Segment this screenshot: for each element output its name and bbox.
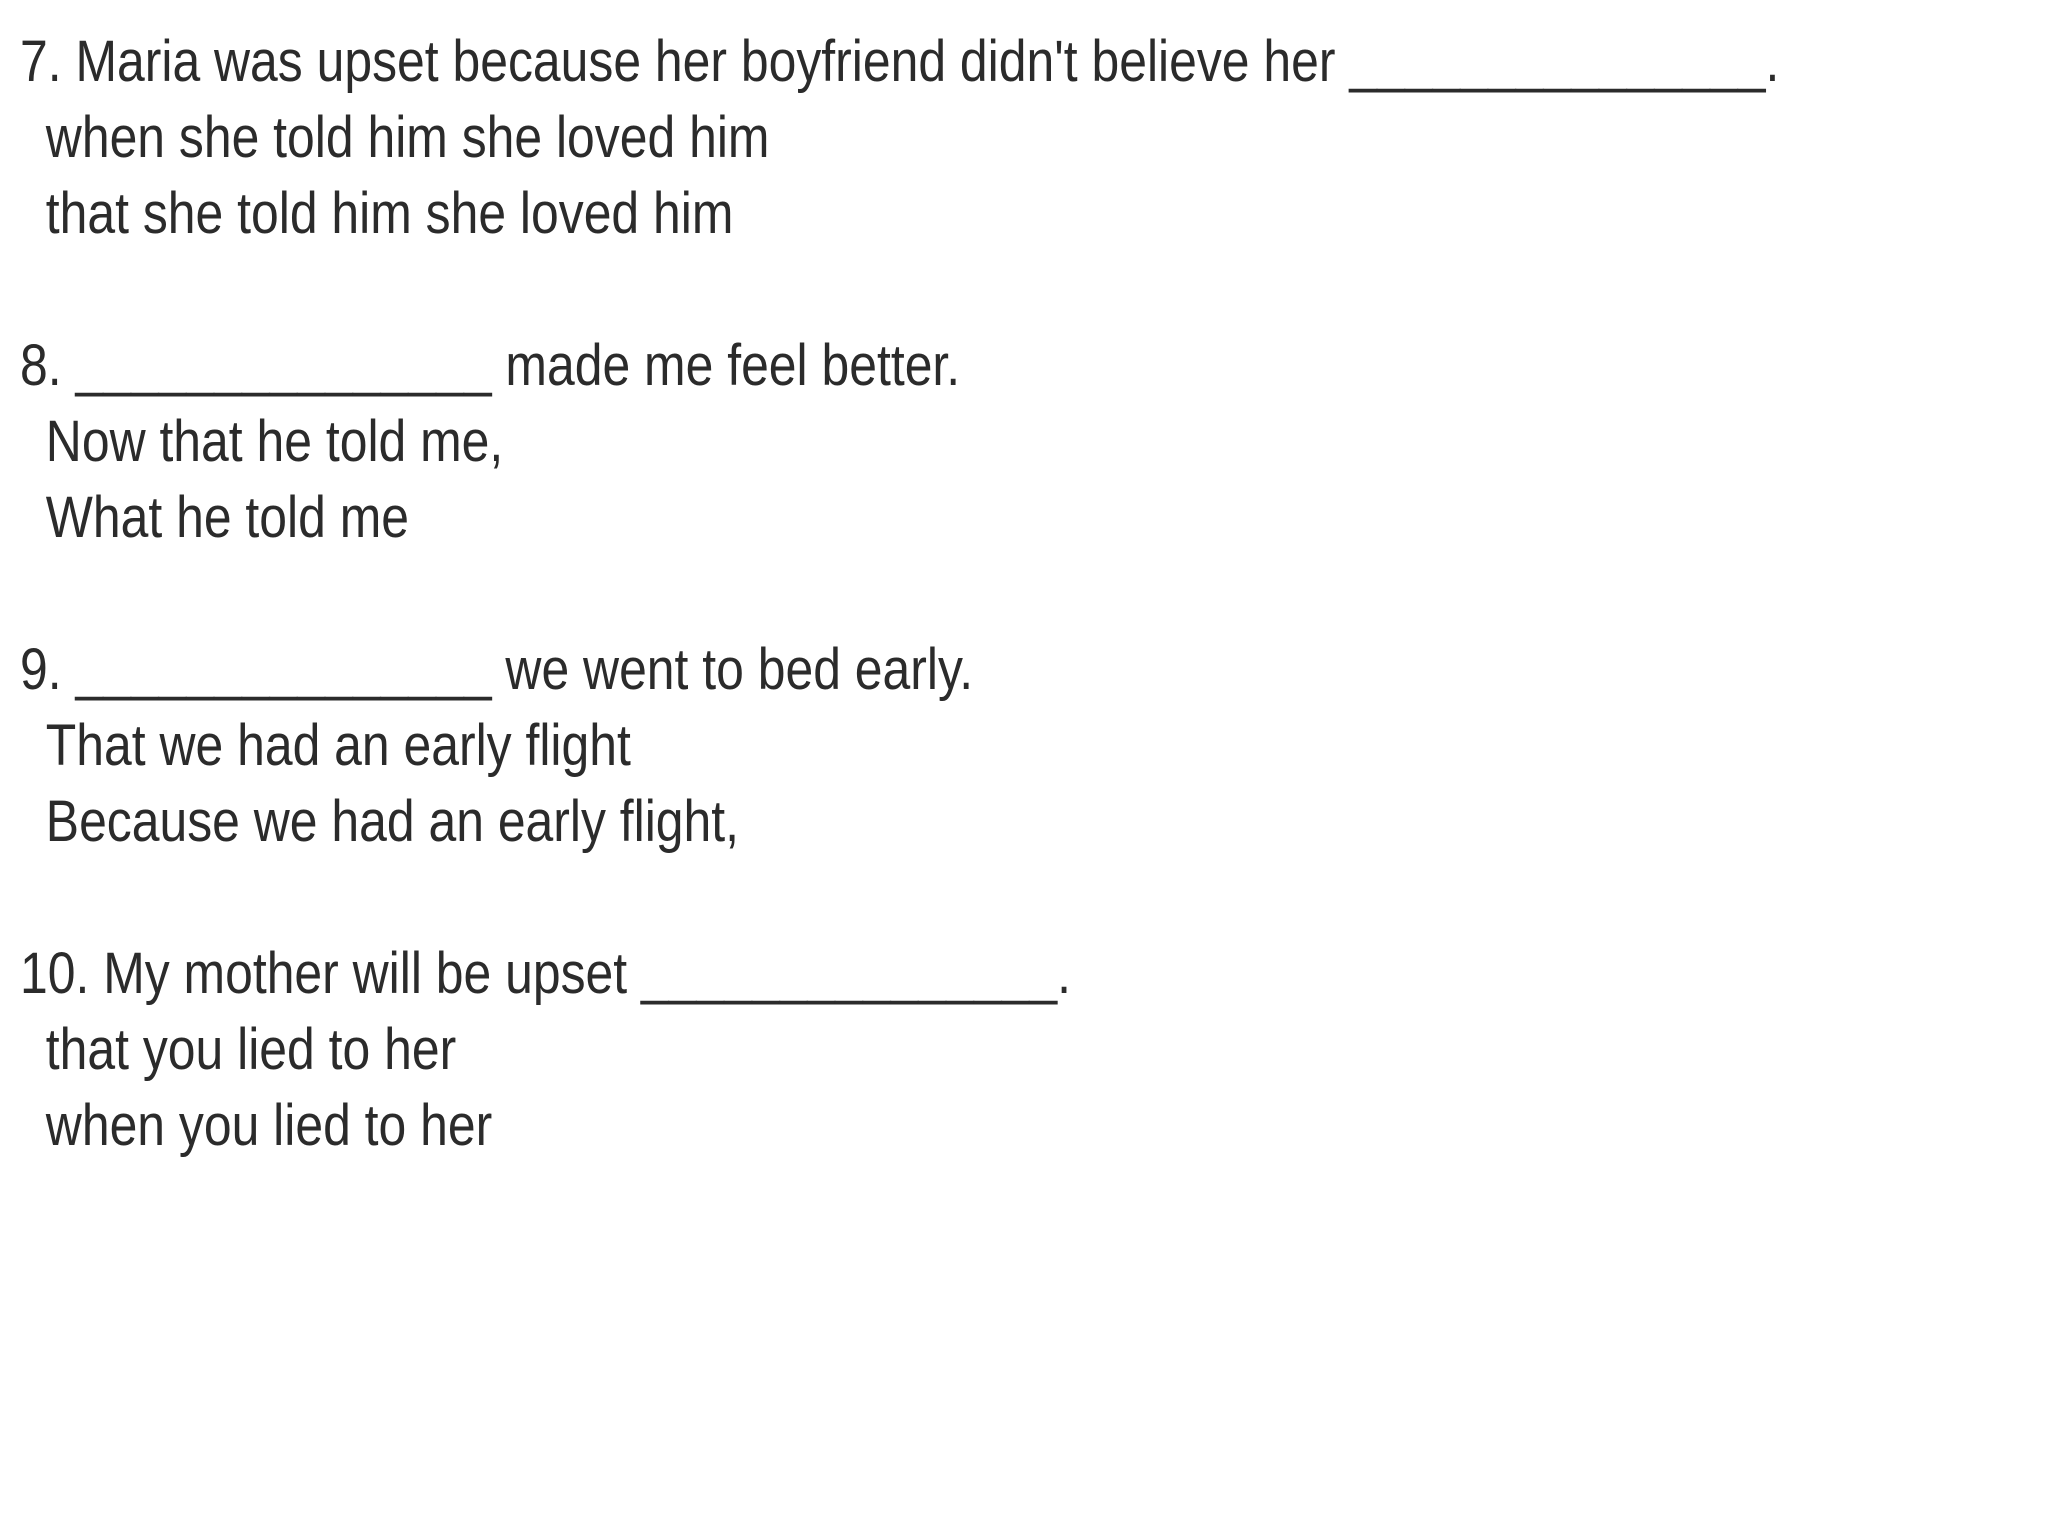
question-7-prompt: 7. Maria was upset because her boyfriend didn't believe her _______________. [20,29,1780,94]
question-9-option-a: That we had an early flight [45,713,631,778]
question-7-option-a: when she told him she loved him [45,105,770,170]
question-7-option-b: that she told him she loved him [45,181,734,246]
question-7 [20,24,2020,252]
question-8-option-b: What he told me [45,485,409,550]
question-9-prompt: 9. _______________ we went to bed early. [20,637,974,702]
question-9-option-b: Because we had an early flight, [45,789,740,854]
question-10-option-b: when you lied to her [45,1093,493,1158]
question-9 [20,632,2020,860]
question-10-option-a: that you lied to her [45,1017,457,1082]
question-8-option-a: Now that he told me, [45,409,504,474]
question-10-prompt: 10. My mother will be upset _______________. [20,941,1071,1006]
question-8-prompt: 8. _______________ made me feel better. [20,333,961,398]
question-10 [20,936,2020,1164]
question-8 [20,328,2020,556]
